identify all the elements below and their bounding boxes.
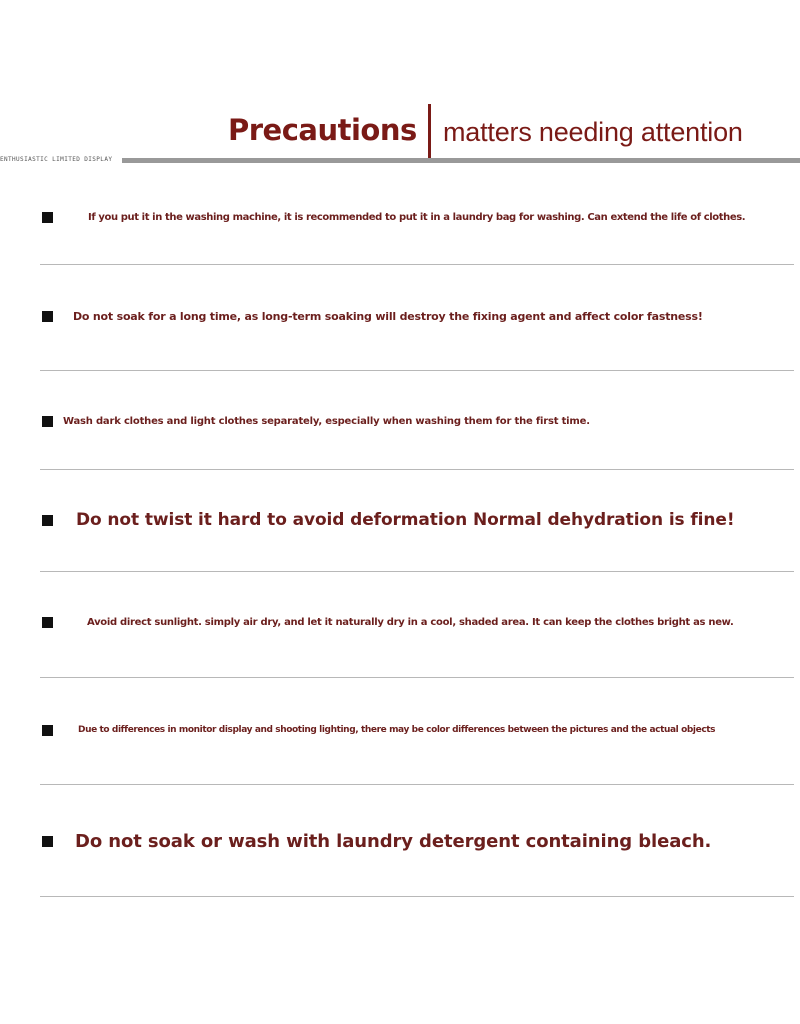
item-divider [40,896,794,897]
square-bullet-icon [42,617,53,628]
precaution-text: Wash dark clothes and light clothes separately, especially when washing them for the first time. [63,416,590,427]
item-divider [40,571,794,572]
title-separator [428,104,431,158]
precaution-text: If you put it in the washing machine, it is recommended to put it in a laundry bag for washing. Can extend the life of clothes. [88,212,746,223]
precaution-text: Do not twist it hard to avoid deformation Normal dehydration is fine! [76,510,735,530]
item-divider [40,469,794,470]
page-subtitle: matters needing attention [443,117,743,147]
item-divider [40,264,794,265]
square-bullet-icon [42,416,53,427]
item-divider [40,677,794,678]
precaution-text: Due to differences in monitor display and shooting lighting, there may be color differences between the pictures and the actual objects [78,725,716,735]
square-bullet-icon [42,836,53,847]
page-title: Precautions [228,113,417,147]
item-divider [40,370,794,371]
square-bullet-icon [42,725,53,736]
square-bullet-icon [42,212,53,223]
item-divider [40,784,794,785]
square-bullet-icon [42,311,53,322]
precaution-text: Do not soak for a long time, as long-term soaking will destroy the fixing agent and affect color fastness! [73,310,703,323]
precaution-text: Do not soak or wash with laundry detergent containing bleach. [75,831,712,852]
precaution-text: Avoid direct sunlight. simply air dry, and let it naturally dry in a cool, shaded area. It can keep the clothes bright as new. [87,617,734,628]
square-bullet-icon [42,515,53,526]
header-rule [122,158,800,163]
header-tagline: ENTHUSIASTIC LIMITED DISPLAY [0,156,113,163]
